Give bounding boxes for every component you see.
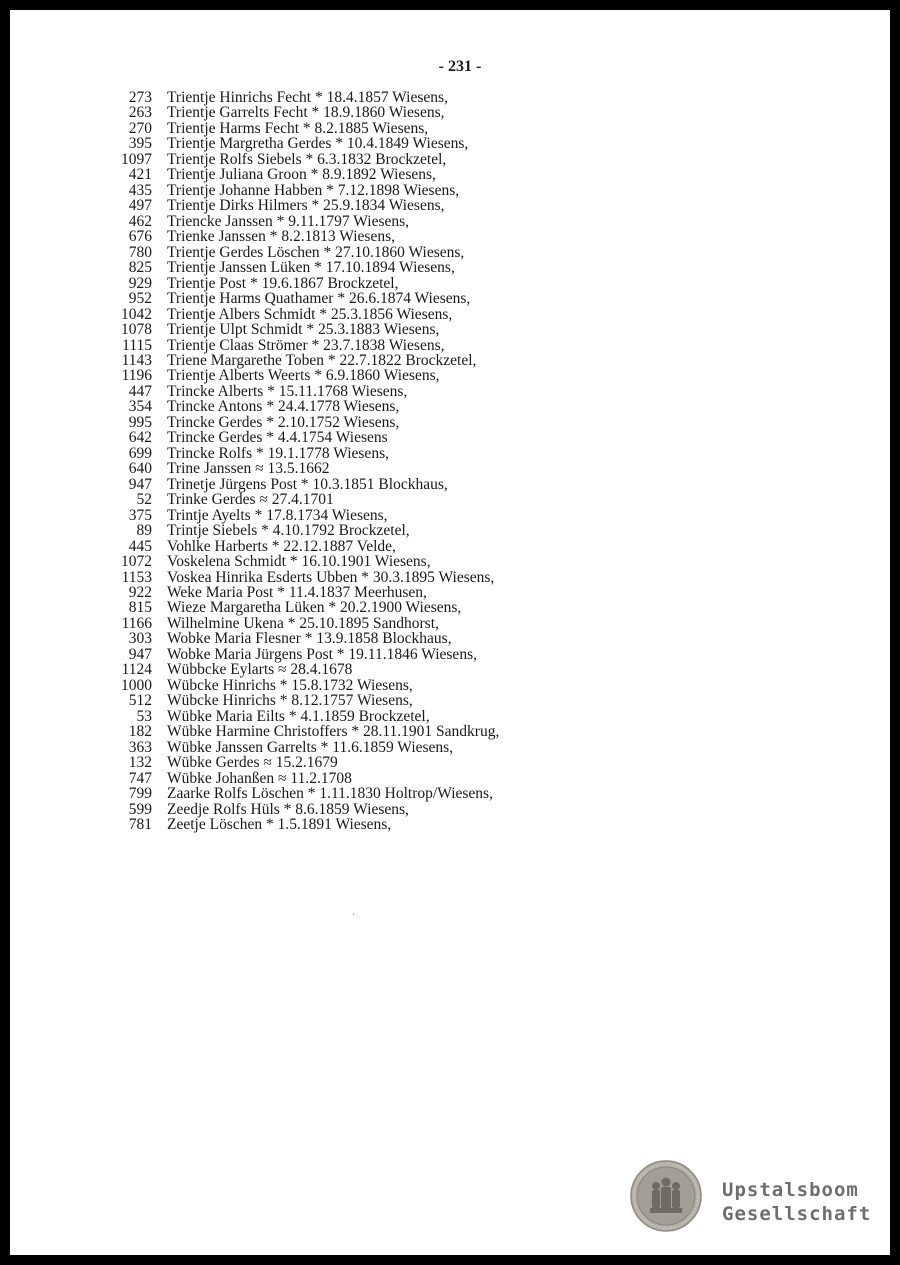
entry-text: Trienke Janssen * 8.2.1813 Wiesens,	[167, 228, 395, 246]
entry-text: Trientje Juliana Groon * 8.9.1892 Wiesens,	[167, 166, 436, 184]
entry-number: 1153	[121, 568, 152, 586]
entry-number: 825	[128, 259, 152, 277]
entry-text: Trine Janssen ≈ 13.5.1662	[167, 460, 330, 478]
logo-line-2: Gesellschaft	[722, 1203, 872, 1225]
entry-row	[114, 368, 674, 383]
entry-row	[114, 353, 674, 368]
entry-text: Trientje Rolfs Siebels * 6.3.1832 Brockzetel,	[167, 150, 447, 168]
entry-text: Trientje Margretha Gerdes * 10.4.1849 Wiesens,	[167, 135, 469, 153]
entry-number: 1042	[121, 305, 152, 323]
entry-number: 929	[128, 274, 152, 292]
entry-text: Trientje Ulpt Schmidt * 25.3.1883 Wiesens,	[167, 321, 440, 339]
entry-row	[114, 322, 674, 337]
entry-row	[114, 245, 674, 260]
entry-row	[114, 755, 674, 770]
entry-row	[114, 477, 674, 492]
entry-text: Wübke Maria Eilts * 4.1.1859 Brockzetel,	[167, 707, 430, 725]
entry-text: Zaarke Rolfs Löschen * 1.11.1830 Holtrop/Wiesens,	[167, 785, 493, 803]
entry-text: Wübcke Hinrichs * 8.12.1757 Wiesens,	[167, 692, 413, 710]
entry-row	[114, 291, 674, 306]
entry-row	[114, 121, 674, 136]
entry-text: Wübke Johanßen ≈ 11.2.1708	[167, 769, 352, 787]
entry-row	[114, 136, 674, 151]
entry-text: Trincke Rolfs * 19.1.1778 Wiesens,	[167, 444, 389, 462]
entry-row	[114, 600, 674, 615]
entry-text: Trientje Albers Schmidt * 25.3.1856 Wiesens,	[167, 305, 453, 323]
entry-number: 922	[128, 584, 152, 601]
entry-text: Weke Maria Post * 11.4.1837 Meerhusen,	[167, 584, 427, 601]
entry-text: Voskelena Schmidt * 16.10.1901 Wiesens,	[167, 553, 431, 571]
entry-number: 395	[128, 135, 152, 153]
entry-row	[114, 771, 674, 786]
entry-text: Wübke Janssen Garrelts * 11.6.1859 Wiesens,	[167, 738, 454, 756]
entry-number: 599	[128, 800, 152, 818]
society-logo	[630, 1160, 880, 1235]
entry-number: 53	[136, 707, 152, 725]
entry-row	[114, 307, 674, 322]
entry-number: 780	[128, 243, 152, 261]
entry-row	[114, 260, 674, 275]
entry-row	[114, 399, 674, 414]
entry-number: 182	[128, 723, 152, 741]
page-number: - 231 -	[438, 58, 482, 75]
entry-text: Wübke Harmine Christoffers * 28.11.1901 Sandkrug,	[167, 723, 500, 741]
entry-text: Trientje Alberts Weerts * 6.9.1860 Wiesens,	[167, 367, 440, 385]
entry-text: Wieze Margaretha Lüken * 20.2.1900 Wiesens,	[167, 599, 462, 617]
entry-number: 815	[128, 599, 152, 617]
entry-text: Wübcke Hinrichs * 15.8.1732 Wiesens,	[167, 676, 413, 694]
entry-number: 799	[128, 785, 152, 803]
entry-text: Triene Margarethe Toben * 22.7.1822 Brockzetel,	[167, 351, 477, 369]
entry-row	[114, 570, 674, 585]
entry-text: Trinke Gerdes ≈ 27.4.1701	[167, 491, 334, 509]
entry-text: Trincke Antons * 24.4.1778 Wiesens,	[167, 398, 400, 416]
entry-row	[114, 461, 674, 476]
entry-text: Trientje Johanne Habben * 7.12.1898 Wiesens,	[167, 181, 460, 199]
entry-row	[114, 276, 674, 291]
entry-row	[114, 229, 674, 244]
entry-row	[114, 693, 674, 708]
entry-text: Voskea Hinrika Esderts Ubben * 30.3.1895 Wiesens,	[167, 568, 495, 586]
entry-row	[114, 167, 674, 182]
entry-text: Trientje Harms Quathamer * 26.6.1874 Wiesens,	[167, 290, 471, 308]
entry-row	[114, 492, 674, 507]
entry-row	[114, 415, 674, 430]
entry-number: 273	[128, 89, 152, 106]
entry-text: Trinetje Jürgens Post * 10.3.1851 Blockhaus,	[167, 475, 448, 493]
entry-row	[114, 786, 674, 801]
entry-text: Triencke Janssen * 9.11.1797 Wiesens,	[167, 212, 410, 230]
entry-row	[114, 616, 674, 631]
entry-row	[114, 198, 674, 213]
entry-text: Trincke Gerdes * 4.4.1754 Wiesens	[167, 429, 388, 447]
entry-number: 699	[128, 444, 152, 462]
entry-text: Trientje Dirks Hilmers * 25.9.1834 Wiesens,	[167, 197, 445, 215]
entry-row	[114, 338, 674, 353]
entry-text: Wübke Gerdes ≈ 15.2.1679	[167, 754, 338, 772]
logo-line-1: Upstalsboom	[722, 1179, 859, 1201]
entry-number: 447	[128, 382, 152, 400]
entry-number: 947	[128, 475, 152, 493]
entry-row	[114, 214, 674, 229]
entry-number: 676	[128, 228, 152, 246]
seal-icon	[630, 1160, 702, 1232]
entry-number: 89	[136, 522, 152, 540]
entry-number: 512	[128, 692, 152, 710]
entry-row	[114, 585, 674, 600]
entry-number: 363	[128, 738, 152, 756]
entry-number: 375	[128, 506, 152, 524]
entry-row	[114, 631, 674, 646]
entry-text: Trincke Alberts * 15.11.1768 Wiesens,	[167, 382, 408, 400]
entry-number: 52	[136, 491, 152, 509]
entry-text: Trientje Gerdes Löschen * 27.10.1860 Wiesens,	[167, 243, 465, 261]
entry-text: Trientje Harms Fecht * 8.2.1885 Wiesens,	[167, 119, 429, 137]
entry-number: 640	[128, 460, 152, 478]
entry-number: 1072	[121, 553, 152, 571]
entry-text: Wobke Maria Jürgens Post * 19.11.1846 Wiesens,	[167, 645, 477, 663]
entry-row	[114, 539, 674, 554]
entry-number: 270	[128, 119, 152, 137]
entry-text: Trientje Garrelts Fecht * 18.9.1860 Wiesens,	[167, 104, 445, 122]
entry-text: Wobke Maria Flesner * 13.9.1858 Blockhaus,	[167, 630, 452, 648]
entry-number: 1115	[122, 336, 152, 354]
entry-text: Zeetje Löschen * 1.5.1891 Wiesens,	[167, 816, 392, 834]
entry-row	[114, 817, 674, 832]
entry-text: Trincke Gerdes * 2.10.1752 Wiesens,	[167, 413, 400, 431]
entry-row	[114, 678, 674, 693]
entry-row	[114, 152, 674, 167]
entry-row	[114, 508, 674, 523]
entry-text: Trientje Post * 19.6.1867 Brockzetel,	[167, 274, 399, 292]
entry-row	[114, 430, 674, 445]
entry-number: 462	[128, 212, 152, 230]
entry-row	[114, 709, 674, 724]
entry-number: 995	[128, 413, 152, 431]
entry-number: 747	[128, 769, 152, 787]
entry-number: 132	[128, 754, 152, 772]
entry-number: 497	[128, 197, 152, 215]
entry-row	[114, 183, 674, 198]
entry-number: 1000	[121, 676, 152, 694]
entry-row	[114, 740, 674, 755]
entry-number: 642	[128, 429, 152, 447]
stray-ink-mark: ·	[352, 910, 356, 921]
entry-text: Vohlke Harberts * 22.12.1887 Velde,	[167, 537, 396, 555]
entry-number: 1078	[121, 321, 152, 339]
entry-list	[114, 90, 674, 833]
entry-row	[114, 662, 674, 677]
entry-row	[114, 446, 674, 461]
document-page	[10, 10, 890, 1255]
entry-number: 435	[128, 181, 152, 199]
entry-row	[114, 523, 674, 538]
entry-number: 354	[128, 398, 152, 416]
entry-text: Trientje Claas Strömer * 23.7.1838 Wiesens,	[167, 336, 445, 354]
entry-row	[114, 802, 674, 817]
entry-number: 1143	[121, 351, 152, 369]
entry-text: Trintje Siebels * 4.10.1792 Brockzetel,	[167, 522, 410, 540]
entry-number: 303	[128, 630, 152, 648]
entry-number: 1166	[121, 614, 152, 632]
entry-row	[114, 647, 674, 662]
entry-number: 1097	[121, 150, 152, 168]
entry-row	[114, 105, 674, 120]
entry-row	[114, 554, 674, 569]
entry-number: 781	[128, 816, 152, 834]
entry-number: 445	[128, 537, 152, 555]
entry-row	[114, 724, 674, 739]
entry-number: 1196	[121, 367, 152, 385]
entry-text: Wübbcke Eylarts ≈ 28.4.1678	[167, 661, 353, 679]
entry-number: 421	[128, 166, 152, 184]
entry-text: Wilhelmine Ukena * 25.10.1895 Sandhorst,	[167, 614, 439, 632]
entry-number: 263	[128, 104, 152, 122]
entry-row	[114, 384, 674, 399]
entry-row	[114, 90, 674, 105]
entry-text: Zeedje Rolfs Hüls * 8.6.1859 Wiesens,	[167, 800, 409, 818]
entry-number: 1124	[121, 661, 152, 679]
entry-number: 947	[128, 645, 152, 663]
entry-text: Trientje Janssen Lüken * 17.10.1894 Wiesens,	[167, 259, 455, 277]
entry-text: Trientje Hinrichs Fecht * 18.4.1857 Wiesens,	[167, 89, 448, 106]
entry-text: Trintje Ayelts * 17.8.1734 Wiesens,	[167, 506, 388, 524]
entry-number: 952	[128, 290, 152, 308]
